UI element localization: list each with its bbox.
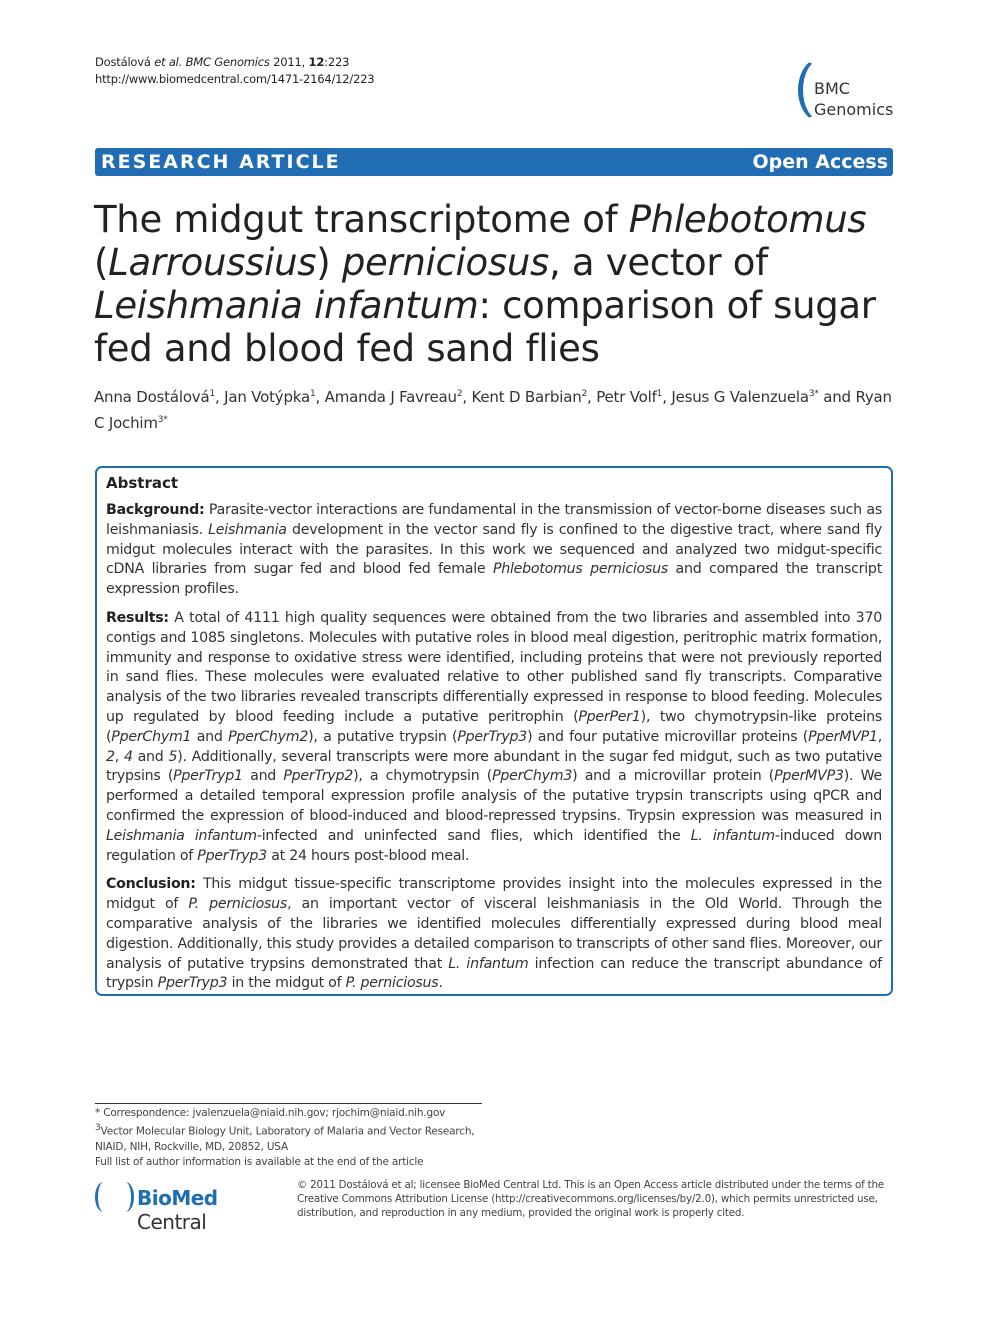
text-run: and xyxy=(242,768,284,785)
text-run: . xyxy=(438,975,443,992)
author-affiliation-sup: 3* xyxy=(157,415,168,425)
correspondence: * Correspondence: jvalenzuela@niaid.nih.gov; rjochim@niaid.nih.gov xyxy=(95,1107,446,1119)
abstract-heading: Abstract xyxy=(106,474,179,492)
text-run: PperPer1 xyxy=(578,708,641,725)
text-run: The midgut transcriptome of xyxy=(94,198,629,241)
publisher-logo-text xyxy=(137,1186,285,1234)
author-list: Anna Dostálová$^1$, Jan Votýpka$^1$, Amanda J Favreau$^2$, Kent D Barbian$^2$, Petr Volf$^1$, Jesus G Valenzuela$^{3*}$ and Ryan C Jochim$^{3*}$ xyxy=(94,388,892,432)
bmc-genomics-logo xyxy=(798,58,898,122)
text-run: ), two chymotrypsin-like proteins ( xyxy=(106,708,882,745)
author[interactable]: Petr Volf$^1$ xyxy=(596,388,663,406)
text-run: 12 xyxy=(308,55,325,69)
author-affiliation-sup: 1 xyxy=(656,389,663,399)
text-run: Results: xyxy=(106,609,169,626)
text-run: Leishmania infantum xyxy=(94,284,479,327)
text-run: PperTryp3 xyxy=(197,847,267,864)
affiliation-sup: 3 xyxy=(95,1123,101,1133)
text-run: PperMVP1 xyxy=(808,728,878,745)
text-run: ), a putative trypsin ( xyxy=(308,728,458,745)
text-run: ) xyxy=(316,241,342,284)
biomed-central-logo xyxy=(95,1180,285,1234)
text-run: PperTryp2 xyxy=(283,768,354,785)
text-run: Leishmania xyxy=(208,521,287,538)
author[interactable]: Kent D Barbian$^2$ xyxy=(471,388,588,406)
text-run: and xyxy=(191,728,229,745)
journal-logo-text: BMC Genomics xyxy=(814,79,894,119)
author-affiliation-sup: 2 xyxy=(581,389,588,399)
affiliation xyxy=(95,1121,482,1155)
text-run: Background: xyxy=(106,502,205,518)
author-affiliation-sup: 2 xyxy=(456,389,463,399)
text-run: PperTryp1 xyxy=(173,768,243,785)
author-affiliation-sup: 3* xyxy=(808,389,819,399)
author[interactable]: Ryan C Jochim$^{3*}$ xyxy=(94,388,892,432)
author-affiliation-sup: 1 xyxy=(310,389,316,399)
text-run: This midgut tissue-specific transcriptome provides insight into the molecules expressed in the midgut of xyxy=(106,876,882,913)
text-run: P. perniciosus xyxy=(345,975,439,992)
text-run: and xyxy=(132,748,169,765)
logo-rest: Central xyxy=(137,1210,207,1234)
citation-line xyxy=(95,54,374,71)
text-run: Phlebotomus xyxy=(628,198,867,241)
text-run: infection can reduce the transcript abundance of trypsin xyxy=(106,955,882,992)
text-run: 5 xyxy=(168,748,178,765)
abstract-box xyxy=(95,466,893,996)
author[interactable]: Amanda J Favreau$^2$ xyxy=(324,388,463,406)
author[interactable]: Anna Dostálová$^1$ xyxy=(94,388,215,406)
logo-right-arc-icon xyxy=(117,1182,134,1212)
logo-left-arc-icon xyxy=(95,1182,112,1212)
text-run: Dostálová xyxy=(95,55,155,69)
text-run: development in the vector sand fly is confined to the digestive tract, where sand fly midgut molecules interact with the parasites. In this work we sequenced and analyzed two midgut-specific cDNA libraries from sugar fed and blood fed female xyxy=(106,521,882,578)
text-run: PperMVP3 xyxy=(774,768,844,785)
text-run: PperTryp3 xyxy=(457,728,528,745)
abstract-conclusion xyxy=(106,875,882,994)
article-url[interactable]: http://www.biomedcentral.com/1471-2164/12/223 xyxy=(95,72,375,86)
text-run: :223 xyxy=(324,55,350,69)
text-run: et al. BMC Genomics xyxy=(154,55,270,69)
text-run: Leishmania infantum xyxy=(106,827,257,844)
text-run: , a vector of xyxy=(548,241,768,284)
text-run: Phlebotomus perniciosus xyxy=(492,561,669,578)
text-run: Parasite-vector interactions are fundamental in the transmission of vector-borne diseases such as leishmaniasis. xyxy=(106,502,882,538)
author[interactable]: Jan Votýpka$^1$ xyxy=(224,388,316,406)
logo-bold: BioMed xyxy=(137,1186,218,1210)
text-run: PperTryp3 xyxy=(157,975,228,992)
text-run: , xyxy=(114,748,124,765)
article-banner xyxy=(95,148,893,176)
article-title xyxy=(94,198,894,370)
citation xyxy=(95,54,374,88)
author[interactable]: Jesus G Valenzuela$^{3*}$ xyxy=(671,388,819,406)
text-run: 2011, xyxy=(269,55,309,69)
text-run: Larroussius xyxy=(108,241,317,284)
text-run: ), a chymotrypsin ( xyxy=(353,768,493,785)
text-run: Conclusion: xyxy=(106,876,196,893)
text-run: 4 xyxy=(123,748,133,765)
text-run: at 24 hours post-blood meal. xyxy=(266,847,470,864)
text-run: PperChym1 xyxy=(111,728,192,745)
text-run: P. perniciosus xyxy=(188,896,288,913)
text-run: 2 xyxy=(106,748,115,765)
text-run: and compared the transcript expression profiles. xyxy=(106,561,883,598)
text-run: ). We performed a detailed temporal expression profile analysis of the putative trypsin transcripts using qPCR and confirmed the expression of blood-induced and blood-repressed trypsins. Trypsin expression was measured in xyxy=(106,768,882,824)
text-run: L. infantum xyxy=(448,955,529,972)
abstract-results xyxy=(106,609,882,866)
text-run: ). Additionally, several transcripts were more abundant in the sugar fed midgut, such as two putative trypsins ( xyxy=(106,748,882,785)
license-text: © 2011 Dostálová et al; licensee BioMed Central Ltd. This is an Open Access article distributed under the terms of the Creative Commons Attribution License (http://creativecommons.org/licenses/by/2.0), which permits unrestricted use, distribution, and reproduction in any medium, provided the original work is properly cited. xyxy=(297,1179,884,1219)
text-run: -infected and uninfected sand flies, which identified the xyxy=(256,827,691,844)
text-run: ) and four putative microvillar proteins ( xyxy=(527,728,809,745)
text-run: A total of 4111 high quality sequences were obtained from the two libraries and assembled into 370 contigs and 1085 singletons. Molecules with putative roles in blood meal digestion, peritrophic matrix formation, immunity and response to oxidative stress were identified, including proteins that were not previously reported in sand flies. These molecules were evaluated relative to other published sand fly transcripts. Comparative analysis of the two libraries revealed transcripts differentially expressed in response to blood feeding. Molecules up regulated by blood feeding include a putative peritrophin ( xyxy=(106,609,882,725)
author-affiliation-sup: 1 xyxy=(209,389,215,399)
footnotes xyxy=(95,1103,482,1170)
open-access-label: Open Access xyxy=(752,151,888,173)
text-run: perniciosus xyxy=(341,241,549,284)
full-list-note: Full list of author information is available at the end of the article xyxy=(95,1155,424,1168)
text-run: , xyxy=(877,728,883,745)
text-run: , an important vector of visceral leishmaniasis in the Old World. Through the comparative analysis of the libraries we identified molecules differentially expressed during blood meal digestion. Additionally, this study provides a detailed comparison to transcripts of other sand flies. Moreover, our analysis of putative trypsins demonstrated that xyxy=(106,896,882,972)
article-type: RESEARCH ARTICLE xyxy=(101,151,341,173)
text-run: ) and a microvillar protein ( xyxy=(572,768,775,785)
affiliation-text: Vector Molecular Biology Unit, Laboratory of Malaria and Vector Research, NIAID, NIH, Rockville, MD, 20852, USA xyxy=(95,1125,475,1153)
text-run: : comparison of sugar fed and blood fed sand flies xyxy=(94,284,876,370)
text-run: in the midgut of xyxy=(227,975,346,992)
text-run: PperChym2 xyxy=(228,728,309,745)
text-run: -induced down regulation of xyxy=(106,827,882,864)
text-run: PperChym3 xyxy=(492,768,573,785)
abstract-background xyxy=(106,501,882,600)
text-run: ( xyxy=(94,241,109,284)
text-run: L. infantum xyxy=(690,827,775,844)
